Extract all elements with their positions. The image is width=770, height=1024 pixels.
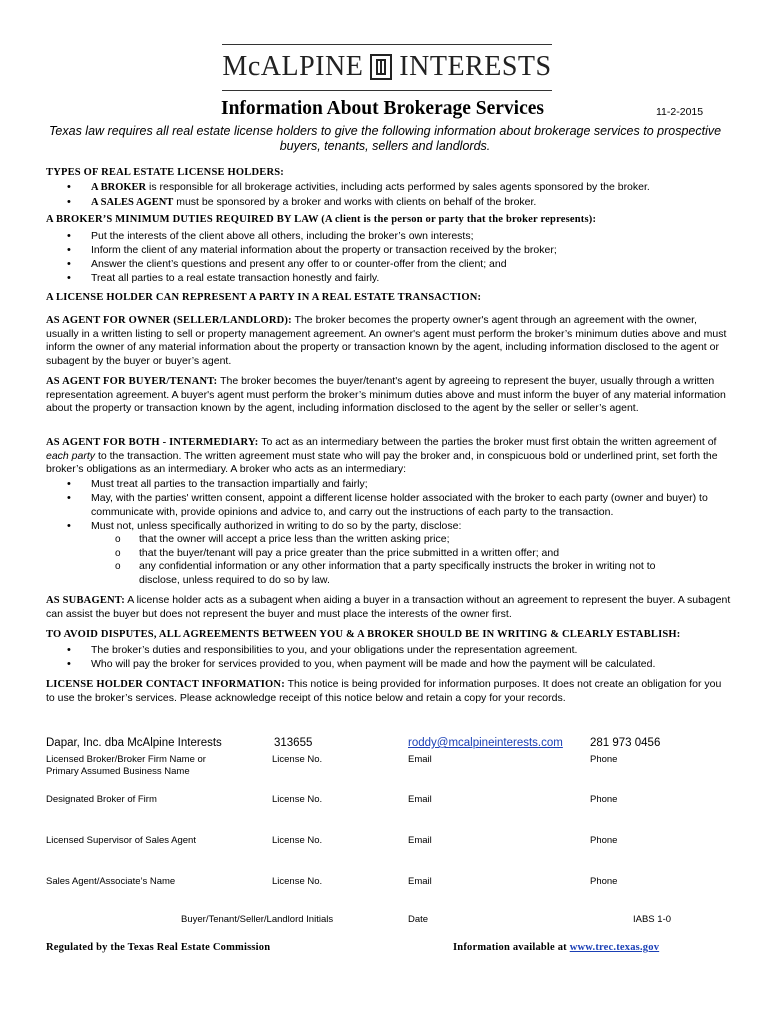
supervisor-label: Licensed Supervisor of Sales Agent	[46, 835, 196, 846]
list-item: • Answer the client’s questions and present any offer to or counter-offer from the client; and	[66, 257, 557, 271]
trec-link[interactable]: www.trec.texas.gov	[569, 942, 660, 953]
list-item: o any confidential information or any other information that a party specifically instructs the broker in writing not to disclose, unless required to do so by law.	[115, 560, 695, 587]
supervisor-phone-label: Phone	[590, 835, 618, 846]
list-item: o that the buyer/tenant will pay a price greater than the price submitted in a written offer; and	[115, 547, 695, 561]
footer-info: Information available at www.trec.texas.gov	[453, 942, 660, 953]
firm-phone-label: Phone	[590, 754, 618, 765]
firm-license-label: License No.	[272, 754, 323, 765]
list-item: • The broker’s duties and responsibilities to you, and your obligations under the representation agreement.	[66, 643, 655, 657]
company-logo	[222, 50, 552, 84]
owner-agent-paragraph: AS AGENT FOR OWNER (SELLER/LANDLORD): The broker becomes the property owner's agent through an agreement with the owner, usually in a written listing to sell or property management agreement. An owner's agent must perform the broker’s minimum duties above and must inform the owner of any material information about the property or transaction known by the agent, including information disclosed to the agent or subagent by the buyer or buyer’s agent.	[46, 314, 727, 367]
firm-phone-value: 281 973 0456	[590, 737, 661, 749]
logo-right-text: INTERESTS	[399, 51, 552, 82]
initials-label: Buyer/Tenant/Seller/Landlord Initials	[181, 914, 334, 925]
logo-top-rule	[222, 44, 552, 45]
list-item: • May, with the parties' written consent, appoint a different license holder associated with the broker to each party (owner and buyer) to communicate with, provide opinions and advice to, and carry out the instructions of each party to the transaction.	[66, 491, 716, 519]
subagent-paragraph: AS SUBAGENT: A license holder acts as a subagent when aiding a buyer in a transaction without an agreement to represent the buyer. A subagent can assist the buyer but does not represent the buyer and must place the interests of the owner first.	[46, 594, 731, 620]
firm-name-label: Licensed Broker/Broker Firm Name or Primary Assumed Business Name	[46, 754, 206, 777]
types-list	[66, 180, 650, 210]
designated-broker-label: Designated Broker of Firm	[46, 794, 157, 805]
represent-heading: A LICENSE HOLDER CAN REPRESENT A PARTY IN A REAL ESTATE TRANSACTION:	[46, 292, 482, 303]
page-title: Information About Brokerage Services	[221, 98, 544, 119]
list-item: • Must not, unless specifically authorized in writing to do so by the party, disclose: o that the owner will accept a price less than the written asking price; o that the buyer/tenant will pay a price greater than the price submitted in a written offer; and o any confidential information or any other information that a party specifically instructs the broker in writing not to disclose, unless required to do so by law.	[66, 519, 716, 587]
intro-text: Texas law requires all real estate license holders to give the following information about brokerage services to prospective buyers, tenants, sellers and landlords.	[48, 124, 722, 153]
contact-paragraph: LICENSE HOLDER CONTACT INFORMATION: This notice is being provided for information purposes. It does not create an obligation for you to use the broker’s services. Please acknowledge receipt of this notice below and retain a copy for your records.	[46, 678, 722, 704]
firm-email-link[interactable]: roddy@mcalpineinterests.com	[408, 737, 563, 749]
buyer-agent-paragraph: AS AGENT FOR BUYER/TENANT: The broker becomes the buyer/tenant's agent by agreeing to represent the buyer, usually through a written representation agreement. A buyer's agent must perform the broker’s minimum duties above and must inform the buyer of any material information about the property or transaction known by the agent, including information disclosed to the agent by the seller or seller’s agent.	[46, 375, 726, 415]
list-item: • Must treat all parties to the transaction impartially and fairly;	[66, 477, 716, 491]
agent-license-label: License No.	[272, 876, 323, 887]
logo-mark-icon	[370, 54, 392, 80]
list-item: • A BROKER is responsible for all brokerage activities, including acts performed by sales agents sponsored by the broker.	[66, 180, 650, 195]
duties-heading: A BROKER’S MINIMUM DUTIES REQUIRED BY LAW (A client is the person or party that the broker represents):	[46, 214, 597, 225]
list-item: • Treat all parties to a real estate transaction honestly and fairly.	[66, 271, 557, 285]
logo-bottom-rule	[222, 90, 552, 91]
sales-agent-label: Sales Agent/Associate’s Name	[46, 876, 176, 887]
designated-email-label: Email	[408, 794, 432, 805]
list-item: • A SALES AGENT must be sponsored by a broker and works with clients on behalf of the broker.	[66, 195, 650, 210]
disputes-heading: TO AVOID DISPUTES, ALL AGREEMENTS BETWEEN YOU & A BROKER SHOULD BE IN WRITING & CLEARLY ESTABLISH:	[46, 629, 681, 640]
firm-name-value: Dapar, Inc. dba McAlpine Interests	[46, 737, 222, 749]
list-item: • Who will pay the broker for services provided to you, when payment will be made and how the payment will be calculated.	[66, 657, 655, 671]
list-item: • Inform the client of any material information about the property or transaction received by the broker;	[66, 243, 557, 257]
list-item: o that the owner will accept a price less than the written asking price;	[115, 533, 695, 547]
supervisor-license-label: License No.	[272, 835, 323, 846]
intermediary-paragraph: AS AGENT FOR BOTH - INTERMEDIARY: To act as an intermediary between the parties the broker must first obtain the written agreement of each party to the transaction. The written agreement must state who will pay the broker and, in conspicuous bold or underlined print, set forth the broker’s obligations as an intermediary. A broker who acts as an intermediary:	[46, 436, 718, 476]
form-id-label: IABS 1-0	[633, 914, 672, 925]
designated-phone-label: Phone	[590, 794, 618, 805]
agent-phone-label: Phone	[590, 876, 618, 887]
date-label: Date	[408, 914, 429, 925]
list-item: • Put the interests of the client above all others, including the broker’s own interests;	[66, 229, 557, 243]
firm-license-value: 313655	[274, 737, 313, 749]
firm-email-label: Email	[408, 754, 432, 765]
types-heading: TYPES OF REAL ESTATE LICENSE HOLDERS:	[46, 167, 284, 178]
supervisor-email-label: Email	[408, 835, 432, 846]
form-date: 11-2-2015	[656, 106, 704, 118]
duties-list	[66, 229, 557, 285]
footer-regulated: Regulated by the Texas Real Estate Commission	[46, 942, 271, 953]
disputes-list	[66, 643, 655, 671]
logo-left-text: McALPINE	[222, 51, 364, 82]
designated-license-label: License No.	[272, 794, 323, 805]
intermediary-sublist	[115, 533, 695, 587]
agent-email-label: Email	[408, 876, 432, 887]
intermediary-list	[66, 477, 716, 587]
